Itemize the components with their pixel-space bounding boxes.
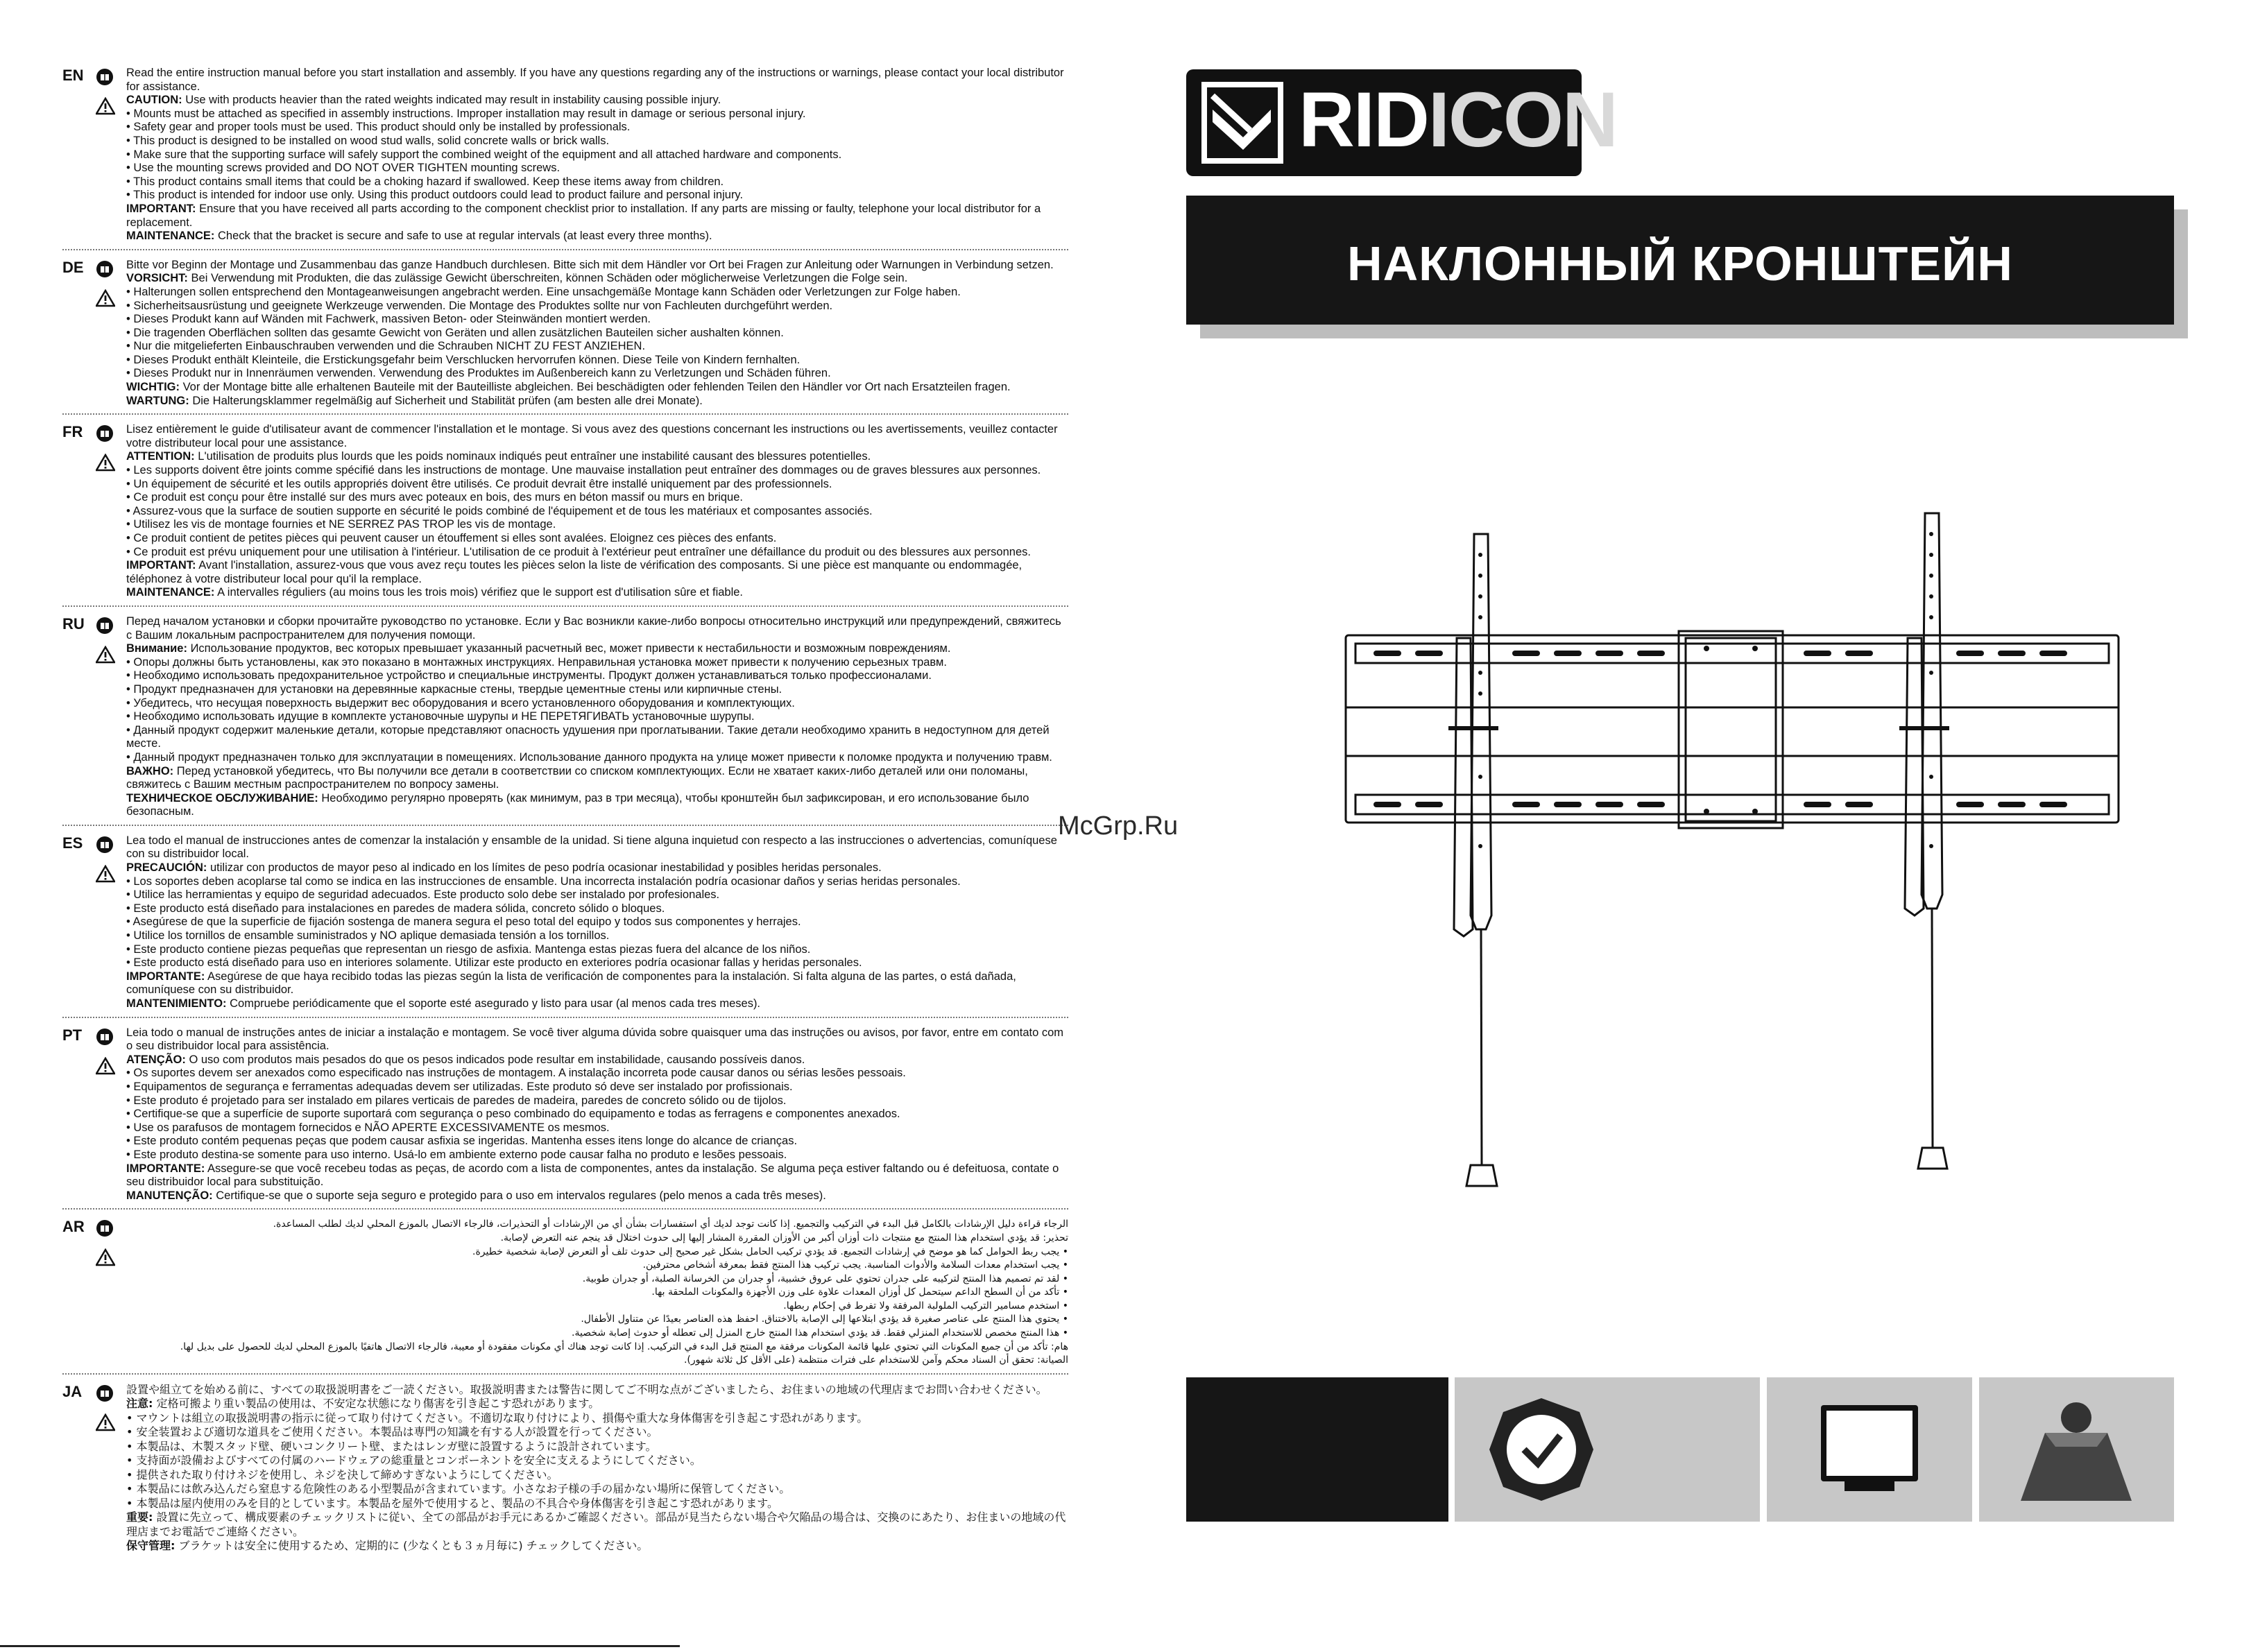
feature-tile-compliance: [1455, 1377, 1760, 1522]
language-code: JA: [62, 1382, 83, 1400]
instruction-line: [126, 1511, 1068, 1539]
warning-icon: [96, 454, 115, 472]
instruction-line: • Опоры должны быть установлены, как это показано в монтажных инструкциях. Неправильная установка может привести к получению серьезных травм.: [126, 655, 947, 669]
instruction-line: • Este produto destina-se somente para uso interno. Usá-lo em ambiente externo pode causar falha no produto e lesões pessoais.: [126, 1148, 787, 1161]
section-ar: [62, 1218, 1068, 1375]
instruction-text: Certifique-se que o suporte seja seguro e protegido para o uso em intervalos regulares (pelo menos a cada três meses).: [212, 1189, 826, 1202]
instruction-text: utilizar con productos de mayor peso al indicado en los límites de peso podría ocasionar inestabilidad y posibles heridas personales.: [207, 861, 882, 875]
instruction-label: IMPORTANT:: [126, 559, 196, 572]
instruction-line: • يجب استخدام معدات السلامة والأدوات المناسبة. يجب تركيب هذا المنتج فقط بمعرفة أشخاص محترفين.: [642, 1259, 1068, 1271]
instruction-text: Check that the bracket is secure and safe to use at regular intervals (at least every three months).: [214, 230, 712, 243]
section-ja: [62, 1383, 1068, 1559]
section-ru: [62, 615, 1068, 826]
instruction-label: Внимание:: [126, 642, 187, 655]
instruction-line: • 安全装置および適切な道具をご使用ください。本製品は専門の知識を有する人が設置を行ってください。: [126, 1425, 658, 1439]
instruction-line: • 本製品には飲み込んだら窒息する危険性のある小型製品が含まれています。小さなお子様の手の届かない場所に保管してください。: [126, 1482, 791, 1496]
language-code: PT: [62, 1026, 83, 1044]
instruction-line: • Убедитесь, что несущая поверхность выдержит вес оборудования и всего установленного оборудования и комплектующих.: [126, 696, 795, 709]
instruction-line: • 本製品は、木製スタッド壁、硬いコンクリート壁、またはレンガ壁に設置するように設計されています。: [126, 1439, 657, 1453]
instruction-line: • Este producto está diseñado para uso en interiores solamente. Utilizar este producto en exteriores podría ocasionar fallas y heridas personales.: [126, 956, 862, 970]
instruction-label: MAINTENANCE:: [126, 230, 215, 243]
read-manual-icon: [96, 1219, 114, 1237]
instruction-line: • Os suportes devem ser anexados como especificado nas instruções de montagem. A instalação incorreta pode causar danos ou sérias lesões pessoais.: [126, 1067, 906, 1080]
instruction-text: Vor der Montage bitte alle erhaltenen Bauteile mit der Bauteilliste abgleichen. Bei beschädigten oder fehlenden Teilen den Händler vor Ort nach Ersatzteilen fragen.: [179, 381, 1011, 394]
read-manual-icon: [96, 836, 114, 854]
feature-tile-weight: [1979, 1377, 2174, 1522]
instruction-label: IMPORTANTE:: [126, 970, 205, 983]
instruction-line: Leia todo o manual de instruções antes de iniciar a instalação e montagem. Se você tiver alguma dúvida sobre quaisquer uma das instruções ou avisos, por favor, entre em contato com o seu distribuidor local para assistência.: [126, 1026, 1064, 1053]
instruction-text: Использование продуктов, вес которых превышает указанный расчетный вес, может привести к нестабильности и возможным повреждениям.: [187, 642, 951, 655]
instruction-line: • يجب ربط الحوامل كما هو موضح في إرشادات التجميع. قد يؤدي تركيب الحامل بشكل غير صحيح إلى حدوث تلف أو التعرض لإصابة شخصية خطيرة.: [472, 1246, 1068, 1257]
instruction-line: [126, 765, 1068, 792]
language-code: AR: [62, 1218, 85, 1236]
instructions-column: [62, 67, 1068, 1567]
instruction-line: • Данный продукт предназначен только для эксплуатации в помещениях. Использование данного продукта на улице может привести к поломке продукта и получению травм.: [126, 750, 1052, 764]
warning-icon: [96, 865, 115, 883]
instruction-line: • Utilisez les vis de montage fournies et NE SERREZ PAS TROP les vis de montage.: [126, 518, 556, 531]
instruction-line: • Sicherheitsausrüstung und geeignete Werkzeuge verwenden. Die Montage des Produktes sollte nur von Fachleuten durchgeführt werden.: [126, 299, 833, 312]
instruction-line: • Dieses Produkt nur in Innenräumen verwenden. Verwendung des Produktes im Außenbereich kann zu Verletzungen und Schäden führen.: [126, 367, 831, 380]
instruction-text: 定格可搬より重い製品の使用は、不安定な状態になり傷害を引き起こす恐れがあります。: [153, 1397, 600, 1411]
instruction-line: [126, 381, 1068, 395]
page-bottom-rule: [0, 1645, 680, 1647]
instruction-line: • マウントは組立の取扱説明書の指示に従って取り付けてください。不適切な取り付けにより、損傷や重大な身体傷害を引き起こす恐れがあります。: [126, 1411, 868, 1425]
instruction-line: [126, 642, 1068, 656]
instruction-line: • Asegúrese de que la superficie de fijación sostenga de manera segura el peso total del equipo y todos sus componentes y herrajes.: [126, 915, 801, 929]
instruction-line: Lisez entièrement le guide d'utilisateur avant de commencer l'installation et le montage. Si vous avez des questions concernant les instructions ou les avertissements, veuillez contacter votre distributeur local pour une assistance.: [126, 423, 1058, 449]
instruction-label: 保守管理:: [126, 1539, 176, 1553]
instruction-line: • Die tragenden Oberflächen sollten das gesamte Gewicht von Geräten und allen zusätzlichen Bauteilen sicher aushalten können.: [126, 326, 784, 339]
section-fr: [62, 423, 1068, 607]
instruction-text: A intervalles réguliers (au moins tous les trois mois) vérifiez que le support est d'utilisation sûre et fiable.: [214, 586, 744, 599]
product-title-bar: [1186, 196, 2174, 325]
instruction-line: • Ce produit contient de petites pièces qui peuvent causer un étouffement si elles sont avalées. Eloignez ces pièces des enfants.: [126, 532, 777, 544]
instruction-line: • Les supports doivent être joints comme spécifié dans les instructions de montage. Une mauvaise installation peut entraîner des dommages ou de graves blessures aux personnes.: [126, 464, 1041, 477]
instruction-text: L'utilisation de produits plus lourds que les poids nominaux indiqués peut entraîner une instabilité causant des blessures potentielles.: [194, 450, 871, 463]
instruction-label: ТЕХНИЧЕСКОЕ ОБСЛУЖИВАНИЕ:: [126, 791, 318, 805]
instruction-line: • Safety gear and proper tools must be used. This product should only be installed by professionals.: [126, 121, 631, 134]
instruction-line: • Dieses Produkt enthält Kleinteile, die Erstickungsgefahr beim Verschlucken hervorrufen können. Diese Teile von Kindern fernhalten.: [126, 353, 801, 366]
instruction-line: • Продукт предназначен для установки на деревянные каркасные стены, твердые цементные стены или кирпичные стены.: [126, 682, 782, 696]
instruction-line: • Assurez-vous que la surface de soutien supporte en sécurité le poids combiné de l'équipement et de tous les matériaux et composantes associés.: [126, 504, 873, 517]
language-code: EN: [62, 67, 84, 84]
instruction-line: [126, 94, 1068, 107]
instruction-label: ВАЖНО:: [126, 764, 174, 777]
instruction-text: Перед установкой убедитесь, что Вы получили все детали в соответствии со списком комплектующих. Если не хватает каких-либо деталей или они поломаны, свяжитесь с Вашим местным распространителем по вопросу замены.: [126, 764, 1028, 791]
instruction-line: [126, 997, 1068, 1011]
feature-tile-dark: [1186, 1377, 1448, 1522]
warning-icon: [96, 289, 115, 307]
instruction-line: [126, 792, 1068, 819]
brand-logo: [1186, 69, 1617, 176]
instruction-line: • Mounts must be attached as specified in assembly instructions. Improper installation may result in damage or serious personal injury.: [126, 107, 806, 120]
read-manual-icon: [96, 617, 114, 635]
instruction-line: تحذير: قد يؤدي استخدام هذا المنتج مع منتجات ذات أوزان أكبر من الأوزان المقررة المشار إليها إلى حدوث اختلال قد ينجم عنه التعرض لإصابة.: [500, 1232, 1068, 1244]
instruction-line: • Use the mounting screws provided and DO NOT OVER TIGHTEN mounting screws.: [126, 162, 560, 175]
compliance-badge-icon: [1455, 1377, 1760, 1522]
instruction-label: MANUTENÇÃO:: [126, 1189, 213, 1202]
instruction-line: • استخدم مسامير التركيب الملولبة المرفقة ولا تفرط في إحكام ربطها.: [783, 1300, 1068, 1311]
warning-icon: [96, 1413, 115, 1431]
instruction-text: Asegúrese de que haya recibido todas las piezas según la lista de verificación de componentes para la instalación. Si falta alguna de las partes, o está dañada, comuníquese con su distribuidor.: [126, 970, 1016, 997]
instruction-label: PRECAUCIÓN:: [126, 861, 207, 875]
instruction-line: • تأكد من أن السطح الداعم سيتحمل كل أوزان المعدات علاوة على وزن الأجهزة والمكونات الملحقة بها.: [651, 1287, 1068, 1298]
instruction-line: • لقد تم تصميم هذا المنتج لتركيبه على جدران تحتوي على عروق خشبية، أو جدران من الخرسانة الصلبة، أو جدران طوبية.: [582, 1273, 1068, 1284]
instruction-label: WARTUNG:: [126, 394, 189, 407]
instruction-line: • This product contains small items that could be a choking hazard if swallowed. Keep these items away from children.: [126, 175, 724, 188]
section-es: [62, 834, 1068, 1018]
instruction-line: 設置や組立てを始める前に、すべての取扱説明書をご一読ください。取扱説明書または警告に関してご不明な点がございましたら、お住まいの地域の代理店までお問い合わせください。: [126, 1382, 1047, 1396]
warning-icon: [96, 1057, 115, 1075]
brand-name: RIDICON: [1299, 76, 1617, 163]
instruction-label: VORSICHT:: [126, 272, 188, 285]
instruction-label: 注意:: [126, 1397, 153, 1411]
instruction-line: • Este producto está diseñado para instalaciones en paredes de madera sólida, concreto sólido o bloques.: [126, 902, 665, 915]
instruction-text: 設置に先立って、構成要素のチェックリストに従い、全ての部品がお手元にあるかご確認ください。部品が見当たらない場合や欠陥品の場合は、交換のにあたり、お住まいの地域の代理店までお電話でご連絡ください。: [126, 1511, 1066, 1538]
instruction-text: Compruebe periódicamente que el soporte esté asegurado y listo para usar (al menos cada tres meses).: [226, 997, 761, 1010]
instruction-line: • Este producto contiene piezas pequeñas que representan un riesgo de asfixia. Mantenga estas piezas fuera del alcance de los niños.: [126, 943, 811, 956]
instruction-line: [126, 395, 1068, 408]
warning-icon: [96, 97, 115, 115]
instruction-line: • هذا المنتج مخصص للاستخدام المنزلي فقط. قد يؤدي استخدام هذا المنتج خارج المنزل إلى تعطله أو حدوث إصابة شخصية.: [572, 1327, 1068, 1339]
instruction-label: MAINTENANCE:: [126, 586, 215, 599]
tilt-mount-illustration: [1332, 499, 2130, 1193]
instruction-line: • 支持面が設備およびすべての付属のハードウェアの総重量とコンポーネントを安全に支えるようにしてください。: [126, 1454, 701, 1468]
instruction-line: • Utilice los tornillos de ensamble suministrados y NO aplique demasiada tensión a los tornillos.: [126, 929, 610, 943]
warning-icon: [96, 1248, 115, 1266]
read-manual-icon: [96, 68, 114, 86]
instruction-line: [126, 1189, 1068, 1203]
instruction-line: الرجاء قراءة دليل الإرشادات بالكامل قبل البدء في التركيب والتجميع. إذا كانت توجد لديك أي استفسارات بشأن أي من الإرشادات أو التحذيرات، فالرجاء الاتصال بالموزع المحلي لديك لطلب المساعدة.: [273, 1219, 1068, 1230]
instruction-label: WICHTIG:: [126, 381, 180, 394]
instruction-line: [126, 272, 1068, 286]
instruction-line: Lea todo el manual de instrucciones antes de comenzar la instalación y ensamble de la unidad. Si tiene alguna inquietud con respecto a las instrucciones o advertencias, comuníquese con su distribuidor local.: [126, 834, 1057, 861]
instruction-line: • Equipamentos de segurança e ferramentas adequadas devem ser utilizadas. Este produto só deve ser instalado por profissionais.: [126, 1080, 793, 1093]
instruction-line: Перед началом установки и сборки прочитайте руководство по установке. Если у Вас возникли какие-либо вопросы относительно инструкций или предупреждений, свяжитесь с Вашим локальным распространителем для получения помощи.: [126, 614, 1061, 642]
instruction-label: IMPORTANTE:: [126, 1162, 205, 1175]
instruction-line: [126, 586, 1068, 600]
instruction-line: • This product is designed to be installed on wood stud walls, solid concrete walls or brick walls.: [126, 134, 610, 147]
instruction-line: [126, 203, 1068, 230]
instruction-line: • Необходимо использовать идущие в комплекте установочные шурупы и НЕ ПЕРЕТЯГИВАТЬ установочные шурупы.: [126, 710, 755, 723]
warning-icon: [96, 646, 115, 664]
instruction-line: • This product is intended for indoor use only. Using this product outdoors could lead to product failure and personal injury.: [126, 189, 744, 202]
instruction-line: • Este produto contém pequenas peças que podem causar asfixia se ingeridas. Mantenha esses itens longe do alcance de crianças.: [126, 1135, 798, 1148]
language-code: RU: [62, 614, 85, 633]
instruction-label: MANTENIMIENTO:: [126, 997, 227, 1010]
instruction-label: CAUTION:: [126, 94, 182, 107]
instruction-line: [126, 1162, 1068, 1189]
instruction-line: • Данный продукт содержит маленькие детали, которые представляют опасность удушения при проглатывании. Такие детали необходимо хранить в недоступном для детей месте.: [126, 723, 1050, 750]
weight-icon: [1979, 1377, 2174, 1522]
instruction-text: Die Halterungsklammer regelmäßig auf Sicherheit und Stabilität prüfen (am besten alle drei Monate).: [189, 394, 703, 407]
instruction-label: 重要:: [126, 1511, 153, 1524]
instruction-line: • Certifique-se que a superfície de suporte suportará com segurança o peso combinado do equipamento e todas as ferragens e componentes anexados.: [126, 1108, 900, 1121]
instruction-text: Avant l'installation, assurez-vous que vous avez reçu toutes les pièces selon la liste de vérification des composants. Si une pièce est manquante ou endommagée, téléphonez à votre distributeur local pour qu'il la remplace.: [126, 559, 1022, 585]
instruction-line: [126, 861, 1068, 875]
instruction-line: • Ce produit est prévu uniquement pour une utilisation à l'intérieur. L'utilisation de ce produit à l'extérieur peut entraîner une défaillance du produit ou des blessures aux personnes.: [126, 545, 1031, 558]
instruction-line: [126, 1397, 1068, 1411]
instruction-line: هام: تأكد من أن جميع المكونات التي تحتوي عليها قائمة المكونات مرفقة مع المنتج قبل البدء في التركيب. إذا كانت توجد هناك أي مكونات مفقودة أو معيبة، فالرجاء الاتصال هاتفيًا بالموزع المحلي لديك للحصول على بديل لها.: [180, 1341, 1068, 1352]
read-manual-icon: [96, 424, 114, 442]
instruction-line: [126, 230, 1068, 243]
read-manual-icon: [96, 1384, 114, 1402]
instruction-line: • Необходимо использовать предохранительное устройство и специальные инструменты. Продукт должен устанавливаться только профессионалами.: [126, 669, 932, 682]
language-code: ES: [62, 834, 83, 852]
instruction-text: ブラケットは安全に使用するため、定期的に (少なくとも３ヵ月毎に) チェックしてください。: [175, 1539, 649, 1553]
instruction-line: • يحتوي هذا المنتج على عناصر صغيرة قد يؤدي ابتلاعها إلى الإصابة بالاختناق. احفظ هذه العناصر بعيدًا عن متناول الأطفال.: [581, 1314, 1068, 1325]
instruction-line: • Los soportes deben acoplarse tal como se indica en las instrucciones de ensamble. Una incorrecta instalación podría ocasionar daños y serias heridas personales.: [126, 875, 961, 888]
instruction-line: [126, 970, 1068, 997]
instruction-line: Read the entire instruction manual before you start installation and assembly. If you have any questions regarding any of the instructions or warnings, please contact your local distributor for assistance.: [126, 67, 1064, 93]
section-de: [62, 259, 1068, 415]
instruction-text: Ensure that you have received all parts according to the component checklist prior to installation. If any parts are missing or faulty, telephone your local distributor for a replacement.: [126, 202, 1041, 229]
instruction-line: • Use os parafusos de montagem fornecidos e NÃO APERTE EXCESSIVAMENTE os mesmos.: [126, 1121, 610, 1134]
instruction-line: • Dieses Produkt kann auf Wänden mit Fachwerk, massiven Beton- oder Steinwänden montiert werden.: [126, 313, 651, 326]
instruction-line: [126, 450, 1068, 464]
section-en: [62, 67, 1068, 250]
instruction-line: [126, 1539, 1068, 1554]
language-code: DE: [62, 258, 84, 276]
instruction-line: [126, 1053, 1068, 1067]
tv-screen-icon: [1767, 1377, 1972, 1522]
instruction-text: Необходимо регулярно проверять (как минимум, раз в три месяца), чтобы кронштейн был зафиксирован, и его использование было безопасным.: [126, 791, 1029, 818]
instruction-line: • Ce produit est conçu pour être installé sur des murs avec poteaux en bois, des murs en béton massif ou murs en brique.: [126, 491, 743, 504]
instruction-text: Assegure-se que você recebeu todas as peças, de acordo com a lista de componentes, antes da instalação. Se alguma peça estiver faltando ou é defeituosa, contate o seu distribuidor local para substituição.: [126, 1162, 1059, 1189]
instruction-text: O uso com produtos mais pesados do que os pesos indicados pode resultar em instabilidade, causando possíveis danos.: [185, 1053, 805, 1066]
product-title: НАКЛОННЫЙ КРОНШТЕЙН: [1347, 236, 2013, 291]
read-manual-icon: [96, 260, 114, 278]
feature-tile-tv: [1767, 1377, 1972, 1522]
instruction-label: ATTENTION:: [126, 450, 195, 463]
brand-mark-icon: [1201, 82, 1283, 164]
instruction-line: • Este produto é projetado para ser instalado em pilares verticais de paredes de madeira, paredes de concreto sólido ou de tijolos.: [126, 1094, 787, 1107]
instruction-line: [126, 559, 1068, 586]
instruction-line: • Nur die mitgelieferten Einbauschrauben verwenden und die Schrauben NICHT ZU FEST ANZIEHEN.: [126, 340, 646, 353]
section-pt: [62, 1026, 1068, 1210]
instruction-label: ATENÇÃO:: [126, 1053, 186, 1066]
instruction-line: • Halterungen sollen entsprechend den Montageanweisungen angebracht werden. Eine unsachgemäße Montage kann Schäden oder Verletzungen zur Folge haben.: [126, 285, 961, 298]
instruction-label: IMPORTANT:: [126, 202, 196, 215]
instruction-text: Use with products heavier than the rated weights indicated may result in instability causing possible injury.: [182, 94, 721, 107]
instruction-text: Bei Verwendung mit Produkten, die das zulässige Gewicht überschreiten, können Schäden oder möglicherweise Verletzungen die Folge sein.: [187, 272, 908, 285]
instruction-line: • Make sure that the supporting surface will safely support the combined weight of the equipment and all attached hardware and components.: [126, 148, 842, 161]
instruction-line: • Utilice las herramientas y equipo de seguridad adecuados. Este producto solo debe ser instalado por profesionales.: [126, 888, 720, 902]
read-manual-icon: [96, 1028, 114, 1046]
instruction-line: الصيانة: تحقق أن السناد محكم وآمن للاستخدام على فترات منتظمة (على الأقل كل ثلاثة شهور).: [683, 1354, 1068, 1366]
watermark: McGrp.Ru: [1058, 811, 1179, 841]
instruction-line: Bitte vor Beginn der Montage und Zusammenbau das ganze Handbuch durchlesen. Bitte sich mit dem Händler vor Ort bei Fragen zur Anleitung oder Warnungen in Verbindung setzen.: [126, 258, 1054, 271]
instruction-line: • 提供された取り付けネジを使用し、ネジを決して締めすぎないようにしてください。: [126, 1468, 558, 1481]
instruction-line: • Un équipement de sécurité et les outils appropriés doivent être utilisés. Ce produit devrait être installé uniquement par des professionnels.: [126, 477, 832, 490]
language-code: FR: [62, 423, 83, 441]
instruction-line: • 本製品は屋内使用のみを目的としています。本製品を屋外で使用すると、製品の不具合や身体傷害を引き起こす恐れがあります。: [126, 1496, 778, 1510]
